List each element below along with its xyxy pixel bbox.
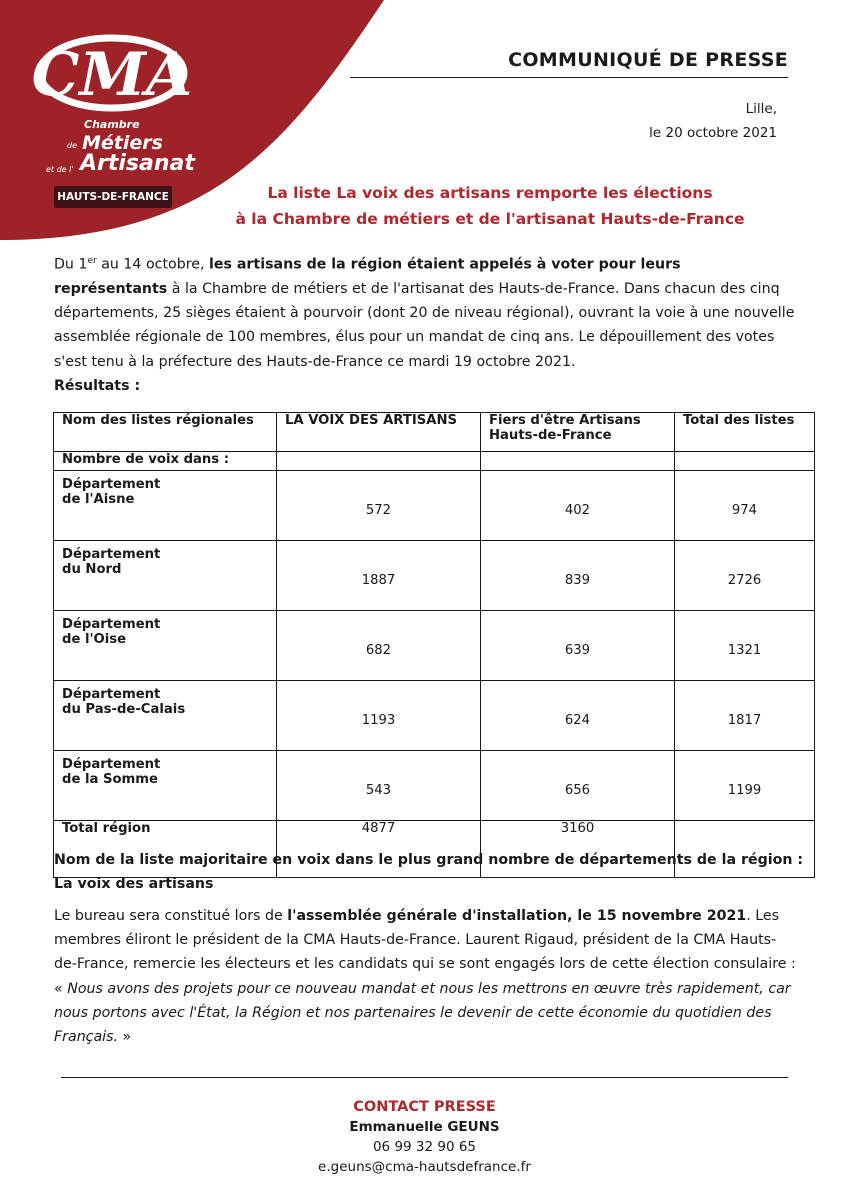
empty-cell	[277, 452, 481, 471]
headline-line-1: La liste La voix des artisans remporte les élections	[267, 184, 713, 202]
city: Lille,	[745, 101, 777, 117]
header-divider	[350, 77, 788, 78]
majority-answer: La voix des artisans	[54, 876, 214, 892]
closing-end: »	[118, 1029, 132, 1046]
document-type-title: COMMUNIQUÉ DE PRESSE	[508, 49, 788, 71]
header-cell: Nom des listes régionales	[54, 413, 277, 452]
subheader-cell: Nombre de voix dans :	[54, 452, 277, 471]
voix-value: 1887	[277, 541, 481, 611]
logo-et-de-l: et de l'	[46, 165, 74, 174]
majority-question: Nom de la liste majoritaire en voix dans le plus grand nombre de départements de la région :	[54, 852, 804, 868]
intro-part-2: au 14 octobre,	[96, 256, 209, 273]
closing-bold: l'assemblée générale d'installation, le 15 novembre 2021	[287, 908, 747, 924]
logo-region-badge: HAUTS-DE-FRANCE	[54, 186, 172, 208]
intro-sup: er	[87, 256, 97, 266]
date: le 20 octobre 2021	[649, 125, 777, 141]
contact-phone: 06 99 32 90 65	[372, 1139, 477, 1155]
department-label: Département du Nord	[54, 541, 277, 611]
empty-cell	[675, 452, 815, 471]
intro-bold: les artisans de la région étaient appelés à voter pour leurs représentants	[54, 256, 681, 297]
headline	[230, 180, 750, 232]
contact-title: CONTACT PRESSE	[353, 1099, 496, 1115]
department-label: Département de la Somme	[54, 751, 277, 821]
voix-value: 572	[277, 471, 481, 541]
total-label: Total région	[54, 821, 277, 878]
department-label: Département du Pas-de-Calais	[54, 681, 277, 751]
department-label: Département de l'Oise	[54, 611, 277, 681]
total-voix-value: 4877	[277, 821, 481, 878]
logo-metiers: Métiers	[82, 132, 163, 154]
header-cell: Fiers d'être Artisans Hauts-de-France	[481, 413, 675, 452]
logo-letters: CMA	[31, 40, 193, 110]
voix-value: 682	[277, 611, 481, 681]
place-date	[649, 97, 777, 145]
closing-part-1: Le bureau sera constitué lors de	[54, 908, 288, 924]
table-subheader-row	[54, 452, 815, 471]
header-cell: Total des listes	[675, 413, 815, 452]
logo-artisanat: Artisanat	[80, 151, 195, 176]
voix-value: 1193	[277, 681, 481, 751]
total-value: 974	[675, 471, 815, 541]
results-table	[53, 412, 815, 878]
fiers-value: 402	[481, 471, 675, 541]
table-row	[54, 611, 815, 681]
intro-paragraph	[54, 249, 796, 374]
empty-cell	[481, 452, 675, 471]
intro-rest: à la Chambre de métiers et de l'artisanat des Hauts-de-France. Dans chacun des cinq départements, 25 sièges étaient à pourvoir (dont 20 de niveau régional), ouvrant la voie à une nouvelle assemblée régionale de 100 membres, élus pour un mandat de cinq ans. Le dépouillement des votes s'est tenu à la préfecture des Hauts-de-France ce mardi 19 octobre 2021.	[54, 280, 795, 370]
footer-divider	[61, 1077, 788, 1078]
total-fiers-value: 3160	[481, 821, 675, 878]
table-row	[54, 541, 815, 611]
total-value: 2726	[675, 541, 815, 611]
fiers-value: 656	[481, 751, 675, 821]
contact-name: Emmanuelle GEUNS	[349, 1119, 500, 1135]
total-value: 1199	[675, 751, 815, 821]
header-cell: LA VOIX DES ARTISANS	[277, 413, 481, 452]
logo-chambre: Chambre	[84, 118, 140, 131]
contact-email[interactable]: e.geuns@cma-hautsdefrance.fr	[318, 1159, 531, 1175]
intro-part-1: Du 1	[54, 256, 88, 273]
press-contact	[0, 1097, 849, 1177]
majority-block	[54, 848, 824, 896]
table-row	[54, 681, 815, 751]
closing-quote: Nous avons des projets pour ce nouveau mandat et nous les mettrons en œuvre très rapidement, car nous portons avec l'État, la Région et nos partenaires le devenir de cette économie du quotidien des Français.	[54, 980, 791, 1046]
department-label: Département de l'Aisne	[54, 471, 277, 541]
closing-part-2: . Les membres éliront le président de la CMA Hauts-de-France. Laurent Rigaud, président de la CMA Hauts-de-France, remercie les électeurs et les candidats qui se sont engagés lors de cette élection consulaire : «	[54, 908, 796, 997]
results-label: Résultats :	[54, 378, 141, 394]
cma-logo-mark	[32, 38, 193, 110]
table-row	[54, 751, 815, 821]
fiers-value: 639	[481, 611, 675, 681]
closing-paragraph	[54, 904, 796, 1049]
table-row	[54, 471, 815, 541]
fiers-value: 839	[481, 541, 675, 611]
fiers-value: 624	[481, 681, 675, 751]
logo-de: de	[67, 141, 77, 150]
table-header-row	[54, 413, 815, 452]
headline-line-2: à la Chambre de métiers et de l'artisanat Hauts-de-France	[235, 210, 745, 228]
total-value: 1817	[675, 681, 815, 751]
total-value: 1321	[675, 611, 815, 681]
voix-value: 543	[277, 751, 481, 821]
